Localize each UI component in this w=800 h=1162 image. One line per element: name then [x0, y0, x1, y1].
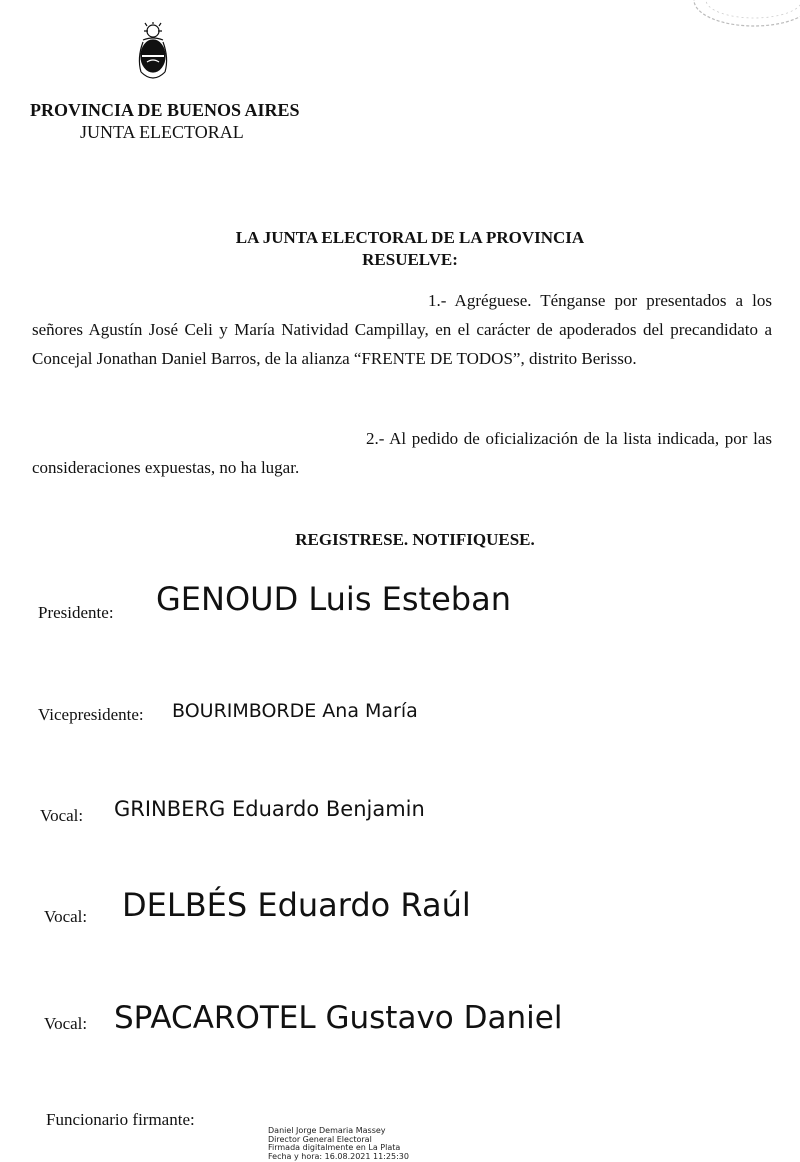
coat-of-arms-icon — [135, 22, 171, 94]
official-datetime: Fecha y hora: 16.08.2021 11:25:30 — [268, 1151, 409, 1161]
role-vicepresidente: Vicepresidente: — [38, 705, 144, 724]
resolution-item-1 — [32, 286, 772, 373]
official-name: Daniel Jorge Demaria Massey — [268, 1126, 386, 1135]
signatory-name-presidente: GENOUD Luis Esteban — [156, 580, 511, 618]
signatory-name-vicepresidente: BOURIMBORDE Ana María — [172, 700, 418, 722]
signatory-name-vocal-1: GRINBERG Eduardo Benjamin — [114, 797, 425, 821]
resolution-title: LA JUNTA ELECTORAL DE LA PROVINCIA — [235, 228, 585, 247]
resolution-item-1-text: 1.- Agréguese. Ténganse por presentados a los señores Agustín José Celi y María Natividad Campillay, en el carácter de apoderados del precandidato a Concejal Jonathan Daniel Barros, de la alianza “FRENTE DE TODOS”, distrito Berisso. — [32, 291, 772, 368]
official-signed: Firmada digitalmente en La Plata — [268, 1143, 401, 1152]
role-vocal-2: Vocal: — [44, 907, 88, 926]
resolution-item-2-text: 2.- Al pedido de oficialización de la lista indicada, por las consideraciones expuestas, no ha lugar. — [32, 429, 772, 477]
header-province: PROVINCIA DE BUENOS AIRES — [30, 100, 300, 120]
official-title: Director General Electoral — [268, 1134, 372, 1144]
header-junta: JUNTA ELECTORAL — [80, 122, 244, 142]
signatory-name-vocal-2: DELBÉS Eduardo Raúl — [122, 886, 471, 924]
resolution-item-2 — [32, 424, 772, 482]
role-vocal-1: Vocal: — [40, 806, 84, 825]
role-presidente: Presidente: — [38, 603, 114, 622]
signatory-name-vocal-3: SPACAROTEL Gustavo Daniel — [114, 1000, 563, 1036]
resolution-verb: RESUELVE: — [362, 250, 458, 269]
digital-signature-block — [268, 1127, 409, 1161]
official-label: Funcionario firmante: — [46, 1110, 195, 1129]
official-stamp-icon — [676, 0, 800, 40]
role-vocal-3: Vocal: — [44, 1014, 88, 1033]
closing-formula: REGISTRESE. NOTIFIQUESE. — [295, 530, 535, 549]
